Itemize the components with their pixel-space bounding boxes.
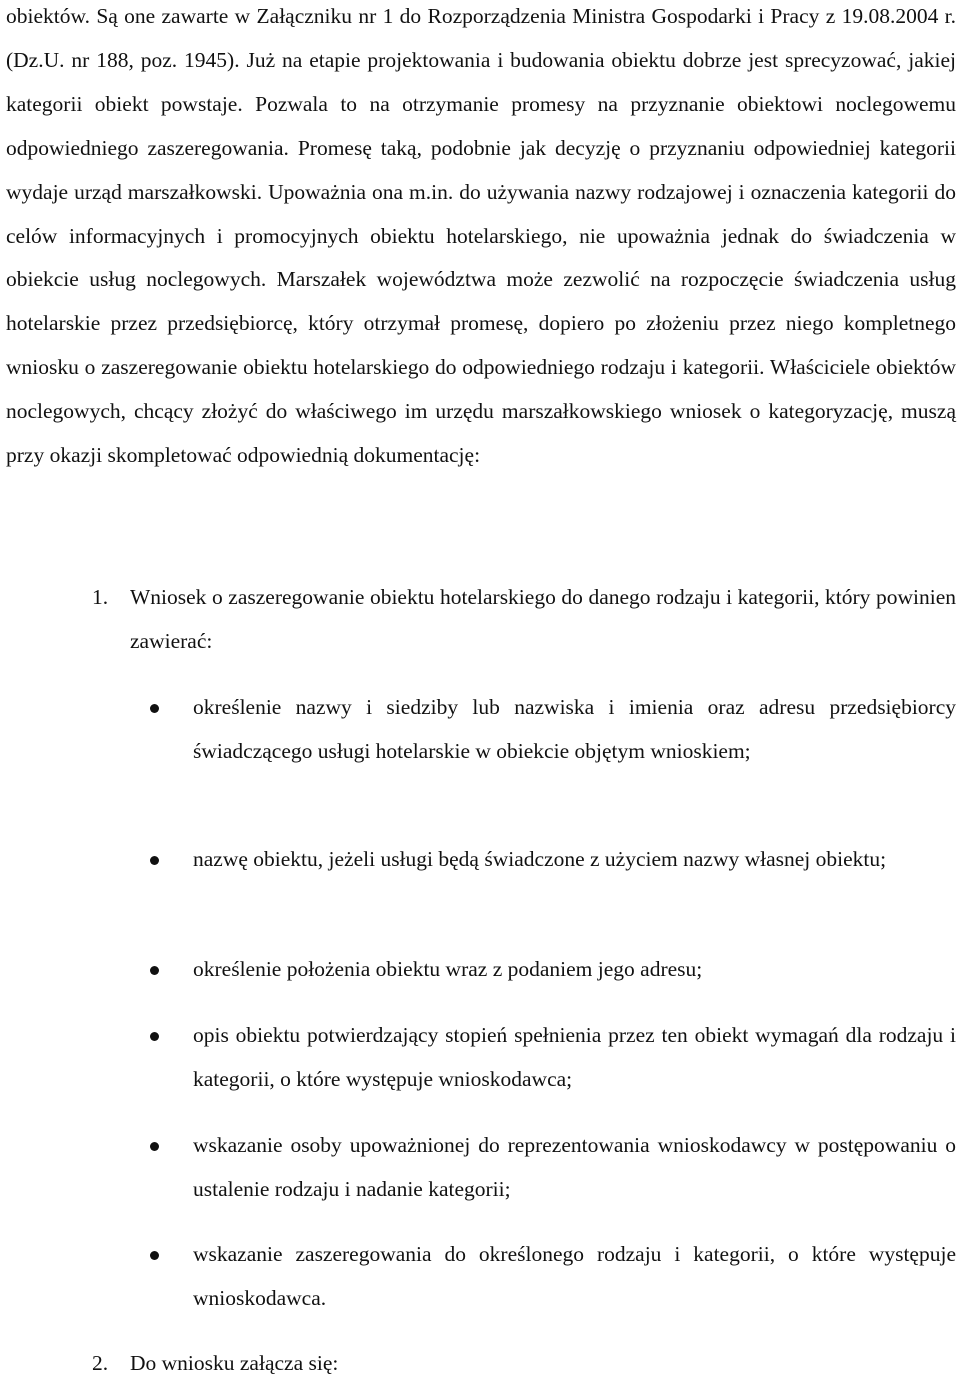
intro-paragraph: obiektów. Są one zawarte w Załączniku nr 1 do Rozporządzenia Ministra Gospodarki i Pracy z 19.08.2004 r. (Dz.U. nr 188, poz. 1945). Już na etapie projektowania i budowania obiektu dobrze jest sprecyzować, jakiej kategorii obiekt powstaje. Pozwala to na otrzymanie promesy na przyznanie obiektowi noclegowemu odpowiedniego zaszeregowania. Promesę taką, podobnie jak decyzję o przyznaniu odpowiedniej kategorii wydaje urząd marszałkowski. Upoważnia ona m.in. do używania nazwy rodzajowej i oznaczenia kategorii do celów informacyjnych i promocyjnych obiektu hotelarskiego, nie upoważnia jednak do świadczenia w obiekcie usług noclegowych. Marszałek województwa może zezwolić na rozpoczęcie świadczenia usług hotelarskie przez przedsiębiorcę, który otrzymał promesę, dopiero po złożeniu przez niego kompletnego wniosku o zaszeregowanie obiektu hotelarskiego do odpowiedniego rodzaju i kategorii. Właściciele obiektów noclegowych, chcący złożyć do właściwego im urzędu marszałkowskiego wniosek o kategoryzację, muszą przy okazji skompletować odpowiednią dokumentację: <box>6 4 956 468</box>
bullet-item-4 <box>193 1014 956 1101</box>
bullet-item-6-text: wskazanie zaszeregowania do określonego rodzaju i kategorii, o które występuje wnioskodawca. <box>193 1242 956 1310</box>
bullet-item-1-text: określenie nazwy i siedziby lub nazwiska i imienia oraz adresu przedsiębiorcy świadczącego usługi hotelarskie w obiekcie objętym wnioskiem; <box>193 695 956 763</box>
bullet-icon <box>150 1251 159 1260</box>
bullet-icon <box>150 1142 159 1151</box>
bullet-item-1 <box>193 686 956 773</box>
bullet-icon <box>150 856 159 865</box>
list-item-1-marker: 1. <box>92 585 109 609</box>
bullet-item-2-text: nazwę obiektu, jeżeli usługi będą świadczone z użyciem nazwy własnej obiektu; <box>193 847 887 871</box>
bullet-item-6 <box>193 1233 956 1320</box>
bullet-item-2 <box>193 838 956 882</box>
list-item-2-marker: 2. <box>92 1351 109 1375</box>
bullet-icon <box>150 966 159 975</box>
bullet-icon <box>150 704 159 713</box>
bullet-item-5-text: wskazanie osoby upoważnionej do reprezentowania wnioskodawcy w postępowaniu o ustalenie rodzaju i nadanie kategorii; <box>193 1133 956 1201</box>
bullet-item-5 <box>193 1124 956 1211</box>
list-item-2-text: Do wniosku załącza się: <box>130 1351 339 1375</box>
bullet-item-3 <box>193 948 956 992</box>
bullet-item-3-text: określenie położenia obiektu wraz z podaniem jego adresu; <box>193 957 703 981</box>
bullet-icon <box>150 1032 159 1041</box>
bullet-item-4-text: opis obiektu potwierdzający stopień spełnienia przez ten obiekt wymagań dla rodzaju i kategorii, o które występuje wnioskodawca; <box>193 1023 956 1091</box>
list-item-1 <box>92 576 956 663</box>
list-item-1-text: Wniosek o zaszeregowanie obiektu hotelarskiego do danego rodzaju i kategorii, który powinien zawierać: <box>130 585 956 653</box>
